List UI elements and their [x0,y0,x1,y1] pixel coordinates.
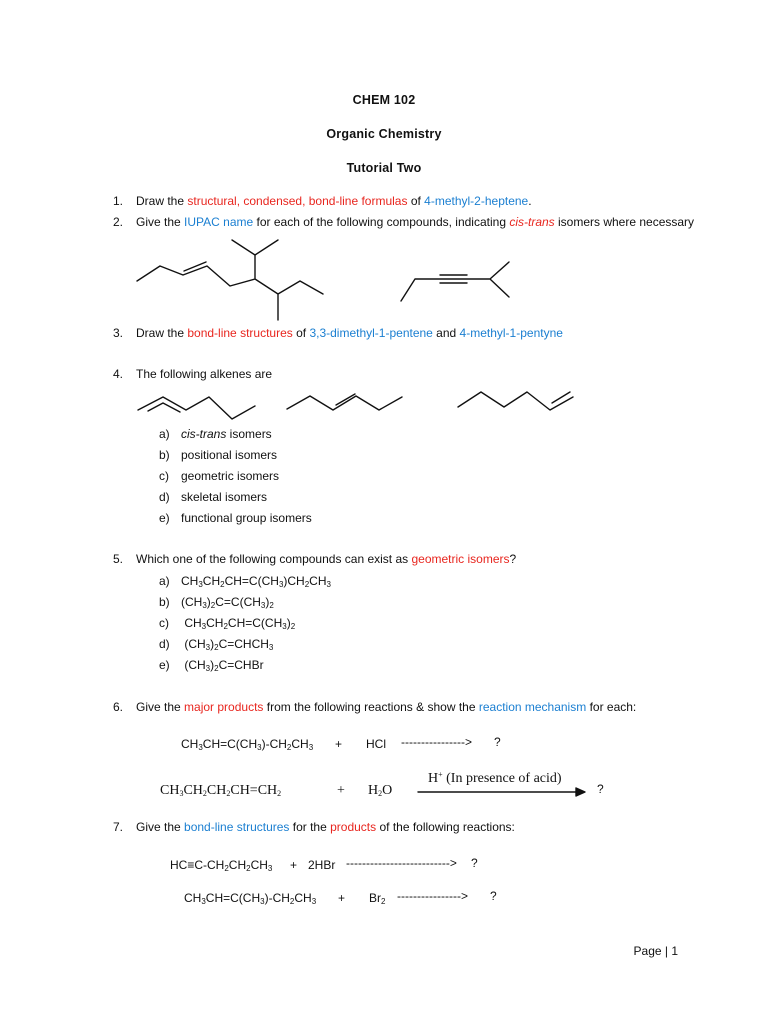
formula: $(CH_3)_2C=C(CH_3)_2$ [181,595,274,610]
reaction-condition: H+ (In presence of acid) [428,770,562,786]
highlight-blue: 4-methyl-2-heptene [424,194,529,208]
option-d[interactable]: d) skeletal isomers [159,490,268,504]
highlight-blue: reaction mechanism [478,700,587,714]
question-2: 2. Give the IUPAC name for each of the following compounds, indicating cis-trans isomers where necessary [113,215,695,229]
unknown-product: ? [597,782,604,796]
arrow: ----------------> [401,735,472,749]
reagent: HCl [366,737,386,751]
plus-sign: + [290,858,298,872]
option-c[interactable]: c) geometric isomers [159,469,280,483]
plus-sign: + [335,737,343,751]
highlight-blue: bond-line structures [184,820,290,834]
formula: $(CH_3)_2C=CHBr$ [181,658,264,673]
option-b[interactable]: b) positional isomers [159,448,278,462]
highlight-blue: 4-methyl-1-pentyne [459,326,563,340]
reagent: $Br_2$ [369,891,386,906]
highlight-blue: 3,3-dimethyl-1-pentene [309,326,433,340]
plus-sign: + [337,783,345,798]
arrow: ----------------> [397,889,468,903]
subject-title: Organic Chemistry [326,127,442,141]
reagent: $H_2O$ [368,783,393,798]
reactant-formula: $CH_3CH=C(CH_3)-CH_2CH_3$ [181,737,314,752]
formula: $CH_3CH_2CH=C(CH_3)CH_2CH_3$ [181,574,331,589]
highlight-red: bond-line structures [187,326,293,340]
option-e[interactable]: e) $(CH_3)_2C=CHBr$ [159,658,264,673]
reactant-formula: $CH_3CH_2CH_2CH=CH_2$ [160,783,282,798]
option-b[interactable]: b) $(CH_3)_2C=C(CH_3)_2$ [159,595,274,610]
option-d[interactable]: d) $(CH_3)_2C=CHCH_3$ [159,637,274,652]
unknown-product: ? [494,735,501,749]
arrow: --------------------------> [346,856,457,870]
reactant-formula: $HC\equiv C-CH_2CH_2CH_3$ [170,858,273,873]
course-code: CHEM 102 [352,93,416,107]
question-number: 6. [113,700,124,714]
question-7: 7. Give the bond-line structures for the products of the following reactions: [113,820,515,834]
question-6: 6. Give the major products from the following reactions & show the reaction mechanism for each: [113,700,637,714]
highlight-red: geometric isomers [411,552,510,566]
highlight-red: major products [184,700,264,714]
formula: $(CH_3)_2C=CHCH_3$ [181,637,274,652]
reagent: 2HBr [308,858,336,872]
highlight-blue: IUPAC name [184,215,254,229]
unknown-product: ? [490,889,497,903]
page-number: Page | 1 [633,944,678,958]
highlight-red: structural, condensed, bond-line formulas [187,194,408,208]
option-c[interactable]: c) $CH_3CH_2CH=C(CH_3)_2$ [159,616,296,631]
question-number: 7. [113,820,124,834]
formula: $CH_3CH_2CH=C(CH_3)_2$ [181,616,296,631]
option-e[interactable]: e) functional group isomers [159,511,312,525]
reactant-formula: $CH_3CH=C(CH_3)-CH_2CH_3$ [184,891,317,906]
question-number: 3. [113,326,124,340]
question-number: 2. [113,215,124,229]
question-4: 4. The following alkenes are [113,367,273,381]
option-a[interactable]: a) cis-trans isomers [159,427,272,441]
highlight-red: products [330,820,377,834]
highlight-red: cis-trans [509,215,555,229]
question-number: 1. [113,194,124,208]
question-5: 5. Which one of the following compounds can exist as geometric isomers? [113,552,517,566]
option-a[interactable]: a) $CH_3CH_2CH=C(CH_3)CH_2CH_3$ [159,574,331,589]
plus-sign: + [338,891,346,905]
question-number: 4. [113,367,124,381]
tutorial-title: Tutorial Two [346,161,422,175]
unknown-product: ? [471,856,478,870]
question-1: 1. Draw the structural, condensed, bond-line formulas of 4-methyl-2-heptene. [113,194,532,208]
question-3: 3. Draw the bond-line structures of 3,3-dimethyl-1-pentene and 4-methyl-1-pentyne [113,326,563,340]
question-number: 5. [113,552,124,566]
